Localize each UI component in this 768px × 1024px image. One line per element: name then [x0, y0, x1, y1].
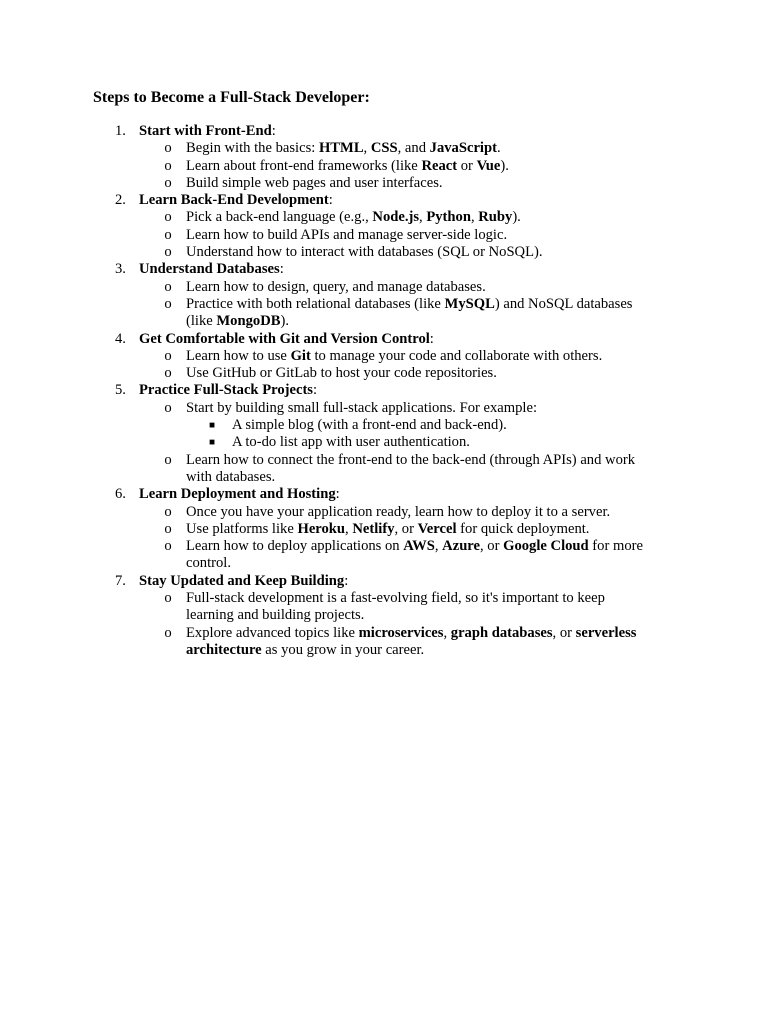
- text-segment: , or: [394, 520, 418, 537]
- text-segment: control.: [186, 555, 231, 572]
- bold-text: HTML: [318, 140, 364, 157]
- text-segment: Learn how to connect the front-end to the back-end (through APIs) and work: [186, 451, 636, 468]
- text-segment: ,: [443, 624, 451, 641]
- list-item-continuation: [0, 555, 768, 572]
- list-item: [0, 296, 768, 313]
- bold-text: Vercel: [417, 520, 457, 537]
- list-item-text: [186, 642, 424, 659]
- text-segment: Once you have your application ready, learn how to deploy it to a server.: [186, 503, 611, 520]
- bold-text: Heroku: [297, 520, 346, 537]
- bold-text: CSS: [370, 140, 398, 157]
- bold-text: Node.js: [372, 209, 420, 226]
- text-segment: Explore advanced topics like: [186, 624, 359, 641]
- text-segment: Build simple web pages and user interfaces.: [186, 174, 443, 191]
- list-item: [0, 227, 768, 244]
- sub-list-item-text: A to-do list app with user authentication.: [232, 434, 470, 451]
- step-title-colon: :: [429, 330, 434, 347]
- list-item-text: [186, 175, 443, 192]
- bullet-marker: o: [164, 590, 172, 607]
- bullet-marker: o: [164, 278, 172, 295]
- step-title-line: [139, 192, 333, 209]
- sub-list-item-text: A simple blog (with a front-end and back-end).: [232, 417, 507, 434]
- steps-list: [0, 123, 768, 659]
- step-title-line: [139, 573, 348, 590]
- text-segment: ,: [434, 538, 443, 555]
- list-item-text: [186, 244, 543, 261]
- list-item-text: [186, 538, 643, 555]
- text-segment: ,: [419, 209, 427, 226]
- step-heading: [0, 486, 768, 503]
- text-segment: ,: [470, 209, 479, 226]
- list-item: [0, 158, 768, 175]
- list-item-continuation: [0, 469, 768, 486]
- list-item: [0, 521, 768, 538]
- text-segment: for quick deployment.: [456, 520, 590, 537]
- sub-list-item: [0, 434, 768, 451]
- list-item-text: [186, 555, 231, 572]
- text-segment: Start by building small full-stack applications. For example:: [186, 399, 537, 416]
- text-segment: for more: [588, 538, 643, 555]
- bullet-marker: o: [164, 157, 172, 174]
- text-segment: Use GitHub or GitLab to host your code repositories.: [186, 365, 497, 382]
- step-number: 2.: [115, 192, 126, 209]
- step-heading: [0, 123, 768, 140]
- bullet-marker: o: [164, 209, 172, 226]
- bold-text: React: [421, 157, 458, 174]
- text-segment: Learn how to use: [186, 347, 291, 364]
- bullet-marker: o: [164, 399, 172, 416]
- list-item-text: [186, 227, 507, 244]
- step-heading: [0, 331, 768, 348]
- sub-list-item: [0, 417, 768, 434]
- text-segment: ).: [280, 313, 289, 330]
- text-segment: , or: [480, 538, 504, 555]
- bullet-marker: o: [164, 624, 172, 641]
- step-number: 7.: [115, 572, 126, 589]
- bullet-marker: o: [164, 538, 172, 555]
- text-segment: Full-stack development is a fast-evolving field, so it's important to keep: [186, 590, 605, 607]
- list-item-text: [186, 348, 602, 365]
- list-item: [0, 452, 768, 469]
- list-item-text: [186, 452, 635, 469]
- list-item: [0, 244, 768, 261]
- bold-text: Google Cloud: [503, 538, 589, 555]
- bullet-marker: o: [164, 347, 172, 364]
- bullet-marker: o: [164, 140, 172, 157]
- list-item-text: [186, 140, 501, 157]
- text-segment: Use platforms like: [186, 520, 298, 537]
- list-item-text: [186, 209, 521, 226]
- bold-text: MySQL: [444, 295, 495, 312]
- bullet-marker: o: [164, 365, 172, 382]
- document-title: Steps to Become a Full-Stack Developer:: [93, 89, 370, 106]
- list-item: [0, 400, 768, 417]
- list-item-text: [186, 504, 610, 521]
- text-segment: or: [457, 157, 477, 174]
- bold-text: Ruby: [478, 209, 513, 226]
- step-title-colon: :: [328, 192, 333, 209]
- list-item: [0, 590, 768, 607]
- list-item-continuation: [0, 607, 768, 624]
- step-heading: [0, 261, 768, 278]
- list-item-continuation: [0, 313, 768, 330]
- list-item: [0, 538, 768, 555]
- step-title-colon: :: [344, 572, 349, 589]
- step-heading: [0, 192, 768, 209]
- list-item: [0, 175, 768, 192]
- step-title-colon: :: [279, 261, 284, 278]
- text-segment: ,: [345, 520, 353, 537]
- list-item: [0, 209, 768, 226]
- bullet-marker: o: [164, 451, 172, 468]
- step-title-colon: :: [271, 123, 276, 139]
- step-title-line: [139, 486, 340, 503]
- list-item: [0, 625, 768, 642]
- bold-text: Netlify: [352, 520, 395, 537]
- step-title-line: [139, 331, 434, 348]
- text-segment: with databases.: [186, 468, 276, 485]
- list-item-text: [186, 625, 636, 642]
- text-segment: to manage your code and collaborate with others.: [310, 347, 603, 364]
- square-bullet-marker: ■: [208, 437, 216, 449]
- bold-text: Azure: [442, 538, 480, 555]
- text-segment: Learn how to deploy applications on: [186, 538, 404, 555]
- step-title-line: [139, 382, 317, 399]
- step-number: 6.: [115, 486, 126, 503]
- text-segment: Learn about front-end frameworks (like: [186, 157, 422, 174]
- bold-text: Git: [290, 347, 311, 364]
- bullet-marker: o: [164, 174, 172, 191]
- step-title: Understand Databases: [139, 261, 280, 278]
- step-number: 1.: [115, 123, 126, 139]
- square-bullet-marker: ■: [208, 420, 216, 432]
- text-segment: Practice with both relational databases (like: [186, 295, 445, 312]
- list-item-text: [186, 607, 364, 624]
- bold-text: Python: [426, 209, 471, 226]
- bold-text: architecture: [186, 641, 262, 658]
- list-item: [0, 504, 768, 521]
- text-segment: Understand how to interact with databases (SQL or NoSQL).: [186, 244, 543, 261]
- text-segment: Pick a back-end language (e.g.,: [186, 209, 373, 226]
- list-item-text: [186, 590, 605, 607]
- step-title-colon: :: [335, 486, 340, 503]
- bold-text: graph databases: [450, 624, 553, 641]
- list-item-text: [186, 400, 537, 417]
- step-title: Stay Updated and Keep Building: [139, 572, 345, 589]
- list-item-text: [186, 521, 589, 538]
- list-item: [0, 140, 768, 157]
- text-segment: , or: [552, 624, 576, 641]
- step-title: Get Comfortable with Git and Version Control: [139, 330, 430, 347]
- bold-text: microservices: [358, 624, 444, 641]
- bold-text: serverless: [575, 624, 637, 641]
- step-title: Start with Front-End: [139, 123, 272, 139]
- bullet-marker: o: [164, 520, 172, 537]
- step-title: Learn Deployment and Hosting: [139, 486, 336, 503]
- text-segment: , and: [397, 140, 430, 157]
- bold-text: MongoDB: [216, 313, 281, 330]
- text-segment: Learn how to build APIs and manage server-side logic.: [186, 226, 508, 243]
- list-item: [0, 365, 768, 382]
- list-item-continuation: [0, 642, 768, 659]
- step-number: 5.: [115, 382, 126, 399]
- text-segment: ,: [363, 140, 371, 157]
- step-number: 3.: [115, 261, 126, 278]
- step-heading: [0, 573, 768, 590]
- text-segment: ) and NoSQL databases: [494, 295, 633, 312]
- bullet-marker: o: [164, 226, 172, 243]
- bold-text: JavaScript: [429, 140, 497, 157]
- list-item-text: [186, 158, 509, 175]
- step-title-line: [139, 123, 276, 140]
- bold-text: AWS: [403, 538, 435, 555]
- text-segment: learning and building projects.: [186, 607, 365, 624]
- list-item-text: [186, 296, 633, 313]
- list-item-text: [186, 469, 275, 486]
- text-segment: (like: [186, 313, 217, 330]
- step-heading: [0, 382, 768, 399]
- text-segment: Begin with the basics:: [186, 140, 319, 157]
- list-item: [0, 348, 768, 365]
- text-segment: Learn how to design, query, and manage databases.: [186, 278, 486, 295]
- text-segment: as you grow in your career.: [261, 641, 425, 658]
- step-title: Learn Back-End Development: [139, 192, 329, 209]
- list-item: [0, 279, 768, 296]
- text-segment: ).: [512, 209, 521, 226]
- step-title: Practice Full-Stack Projects: [139, 382, 313, 399]
- step-number: 4.: [115, 330, 126, 347]
- bullet-marker: o: [164, 244, 172, 261]
- list-item-text: [186, 313, 289, 330]
- step-title-colon: :: [312, 382, 318, 399]
- text-segment: .: [496, 140, 501, 157]
- bold-text: Vue: [476, 157, 501, 174]
- step-title-line: [139, 261, 284, 278]
- text-segment: ).: [500, 157, 509, 174]
- list-item-text: [186, 279, 486, 296]
- bullet-marker: o: [164, 503, 172, 520]
- bullet-marker: o: [164, 295, 172, 312]
- list-item-text: [186, 365, 497, 382]
